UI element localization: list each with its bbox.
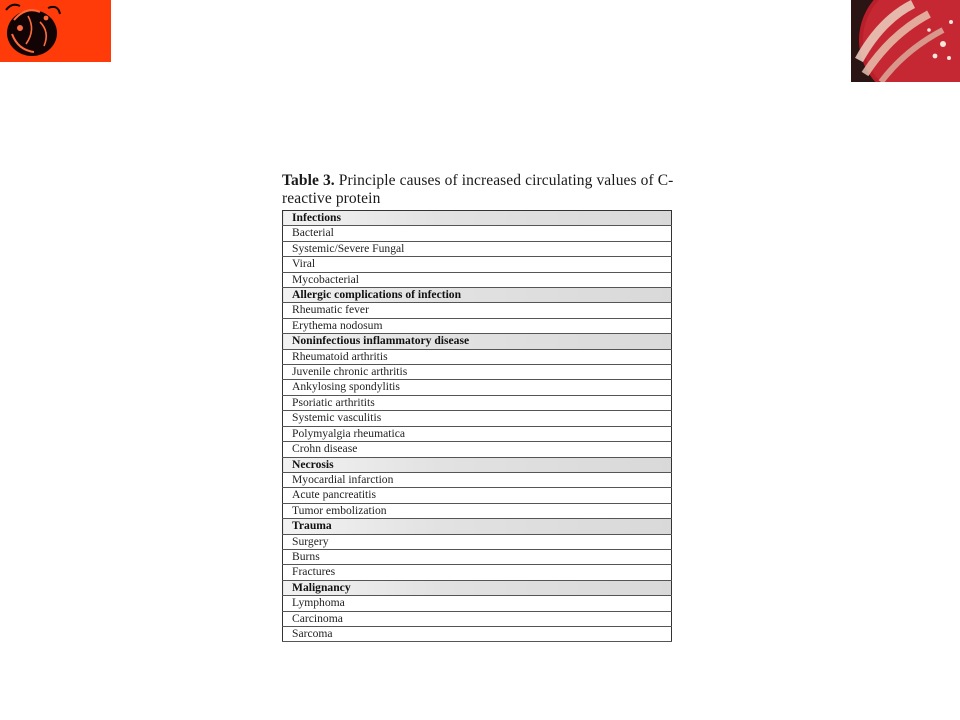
cause-label: Carcinoma (283, 611, 672, 626)
table-row (283, 565, 672, 580)
category-header-row (283, 334, 672, 349)
table-row (283, 411, 672, 426)
cause-label: Fractures (283, 565, 672, 580)
cause-label: Erythema nodosum (283, 318, 672, 333)
table-row (283, 380, 672, 395)
cause-label: Polymyalgia rheumatica (283, 426, 672, 441)
cause-label: Mycobacterial (283, 272, 672, 287)
cause-label: Ankylosing spondylitis (283, 380, 672, 395)
table-row (283, 472, 672, 487)
category-label: Necrosis (283, 457, 672, 472)
table-row (283, 549, 672, 564)
table-row (283, 349, 672, 364)
table-row (283, 303, 672, 318)
cause-label: Acute pancreatitis (283, 488, 672, 503)
category-label: Malignancy (283, 580, 672, 595)
table-row (283, 226, 672, 241)
table-row (283, 626, 672, 641)
table-title (282, 172, 682, 208)
cause-label: Systemic vasculitis (283, 411, 672, 426)
table-row (283, 365, 672, 380)
cause-label: Myocardial infarction (283, 472, 672, 487)
category-label: Infections (283, 211, 672, 226)
table-row (283, 318, 672, 333)
category-label: Allergic complications of infection (283, 288, 672, 303)
cause-label: Rheumatic fever (283, 303, 672, 318)
causes-table-body (283, 211, 672, 642)
cause-label: Rheumatoid arthritis (283, 349, 672, 364)
cause-label: Psoriatic arthritits (283, 395, 672, 410)
table-row (283, 257, 672, 272)
table-row (283, 395, 672, 410)
table-row (283, 534, 672, 549)
table-title-text: Principle causes of increased circulating values of C-reactive protein (282, 172, 674, 207)
category-header-row (283, 519, 672, 534)
cause-label: Bacterial (283, 226, 672, 241)
table-number: Table 3. (282, 172, 335, 189)
table-row (283, 241, 672, 256)
causes-table (282, 210, 672, 642)
agar-plate-icon (851, 0, 960, 82)
crp-causes-table-figure (282, 172, 682, 642)
category-label: Noninfectious inflammatory disease (283, 334, 672, 349)
category-header-row (283, 457, 672, 472)
cause-label: Crohn disease (283, 442, 672, 457)
category-header-row (283, 211, 672, 226)
category-header-row (283, 580, 672, 595)
cause-label: Juvenile chronic arthritis (283, 365, 672, 380)
category-label: Trauma (283, 519, 672, 534)
category-header-row (283, 288, 672, 303)
cause-label: Burns (283, 549, 672, 564)
cause-label: Lymphoma (283, 596, 672, 611)
table-row (283, 272, 672, 287)
table-row (283, 503, 672, 518)
table-row (283, 442, 672, 457)
bacteria-logo-icon (0, 0, 111, 62)
cause-label: Surgery (283, 534, 672, 549)
table-row (283, 488, 672, 503)
table-row (283, 426, 672, 441)
table-row (283, 596, 672, 611)
cause-label: Sarcoma (283, 626, 672, 641)
cause-label: Systemic/Severe Fungal (283, 241, 672, 256)
cause-label: Viral (283, 257, 672, 272)
cause-label: Tumor embolization (283, 503, 672, 518)
table-row (283, 611, 672, 626)
